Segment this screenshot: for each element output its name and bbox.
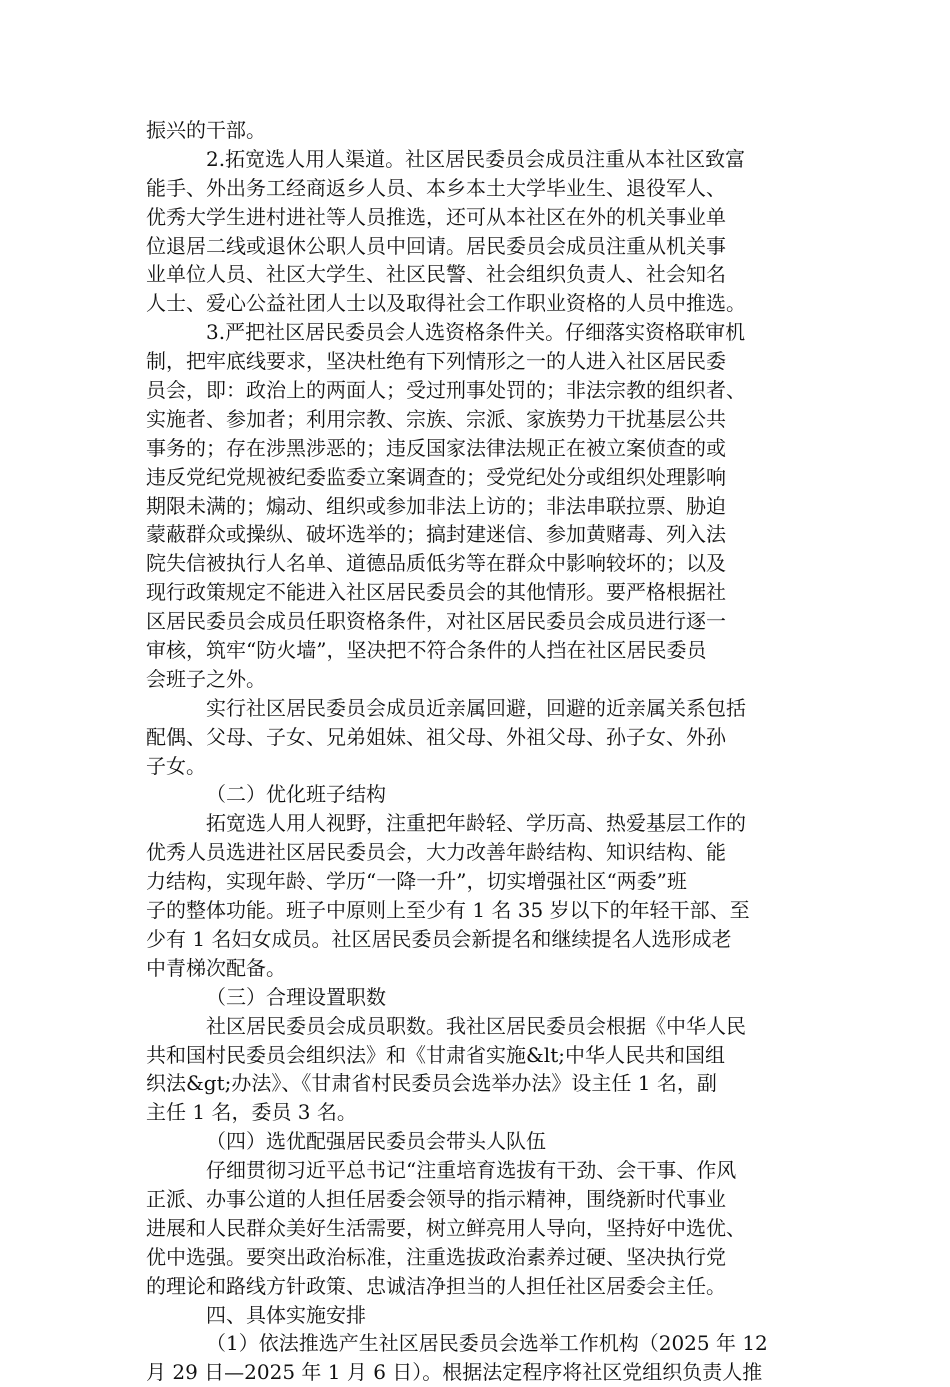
text-line: 进展和人民群众美好生活需要，树立鲜亮用人导向，坚持好中选优、	[146, 1215, 746, 1240]
document-body	[146, 116, 826, 1387]
text-line: 共和国村民委员会组织法》和《甘肃省实施&lt;中华人民共和国组	[146, 1042, 725, 1067]
text-line: 位退居二线或退休公职人员中回请。居民委员会成员注重从机关事	[146, 233, 726, 258]
text-line: 子的整体功能。班子中原则上至少有 1 名 35 岁以下的年轻干部、至	[146, 898, 750, 923]
text-line: 违反党纪党规被纪委监委立案调查的；受党纪处分或组织处理影响	[146, 464, 726, 489]
text-line: 社区居民委员会成员职数。我社区居民委员会根据《中华人民	[206, 1013, 746, 1038]
text-line: 中青梯次配备。	[146, 955, 286, 980]
text-line: 仔细贯彻习近平总书记“注重培育选拔有干劲、会干事、作风	[206, 1158, 737, 1183]
text-line: 的理论和路线方针政策、忠诚洁净担当的人担任社区居委会主任。	[146, 1273, 726, 1298]
text-line: 优秀大学生进村进社等人员推选，还可从本社区在外的机关事业单	[146, 204, 726, 229]
text-line: 制，把牢底线要求，坚决杜绝有下列情形之一的人进入社区居民委	[146, 349, 726, 374]
text-line: 正派、办事公道的人担任居委会领导的指示精神，围绕新时代事业	[146, 1186, 726, 1211]
text-line: 会班子之外。	[146, 666, 266, 691]
text-line: 拓宽选人用人视野，注重把年龄轻、学历高、热爱基层工作的	[206, 811, 746, 836]
text-line: 人士、爱心公益社团人士以及取得社会工作职业资格的人员中推选。	[146, 291, 746, 316]
text-line: 优秀人员选进社区居民委员会，大力改善年龄结构、知识结构、能	[146, 840, 726, 865]
text-line: 配偶、父母、子女、兄弟姐妹、祖父母、外祖父母、孙子女、外孙	[146, 724, 726, 749]
text-line: 振兴的干部。	[146, 118, 266, 142]
text-line: （二）优化班子结构	[206, 782, 386, 807]
text-line: 3.严把社区居民委员会人选资格条件关。仔细落实资格联审机	[206, 320, 746, 345]
text-line: 员会，即：政治上的两面人；受过刑事处罚的；非法宗教的组织者、	[146, 378, 746, 403]
text-line: 主任 1 名，委员 3 名。	[146, 1100, 357, 1125]
text-line: 实施者、参加者；利用宗教、宗族、宗派、家族势力干扰基层公共	[146, 406, 726, 431]
text-line: 织法&gt;办法》、《甘肃省村民委员会选举办法》设主任 1 名，副	[146, 1071, 717, 1096]
text-line: 审核，筑牢“防火墙”，坚决把不符合条件的人挡在社区居民委员	[146, 638, 707, 663]
text-line: 2.拓宽选人用人渠道。社区居民委员会成员注重从本社区致富	[206, 146, 746, 171]
text-line: 蒙蔽群众或操纵、破坏选举的；搞封建迷信、参加黄赌毒、列入法	[146, 522, 726, 547]
text-line: 少有 1 名妇女成员。社区居民委员会新提名和继续提名人选形成老	[146, 926, 732, 951]
text-line: 月 29 日—2025 年 1 月 6 日）。根据法定程序将社区党组织负责人推	[146, 1360, 763, 1385]
text-line: 业单位人员、社区大学生、社区民警、社会组织负责人、社会知名	[146, 262, 726, 287]
text-line: 子女。	[146, 753, 206, 778]
text-line: （四）选优配强居民委员会带头人队伍	[206, 1129, 546, 1154]
text-line: 现行政策规定不能进入社区居民委员会的其他情形。要严格根据社	[146, 580, 726, 605]
text-line: 事务的；存在涉黑涉恶的；违反国家法律法规正在被立案侦查的或	[146, 435, 726, 460]
text-line: （三）合理设置职数	[206, 984, 386, 1009]
text-line: 实行社区居民委员会成员近亲属回避，回避的近亲属关系包括	[206, 695, 746, 720]
text-line: 四、具体实施安排	[206, 1302, 366, 1327]
text-line: 院失信被执行人名单、道德品质低劣等在群众中影响较坏的；以及	[146, 551, 726, 576]
text-line: 能手、外出务工经商返乡人员、本乡本土大学毕业生、退役军人、	[146, 175, 726, 200]
text-line: 期限未满的；煽动、组织或参加非法上访的；非法串联拉票、胁迫	[146, 493, 726, 518]
text-line: 力结构，实现年龄、学历“一降一升”，切实增强社区“两委”班	[146, 869, 687, 894]
text-line: （1）依法推选产生社区居民委员会选举工作机构（2025 年 12	[206, 1331, 768, 1356]
text-line: 优中选强。要突出政治标准，注重选拔政治素养过硬、坚决执行党	[146, 1244, 726, 1269]
text-line: 区居民委员会成员任职资格条件，对社区居民委员会成员进行逐一	[146, 609, 726, 634]
